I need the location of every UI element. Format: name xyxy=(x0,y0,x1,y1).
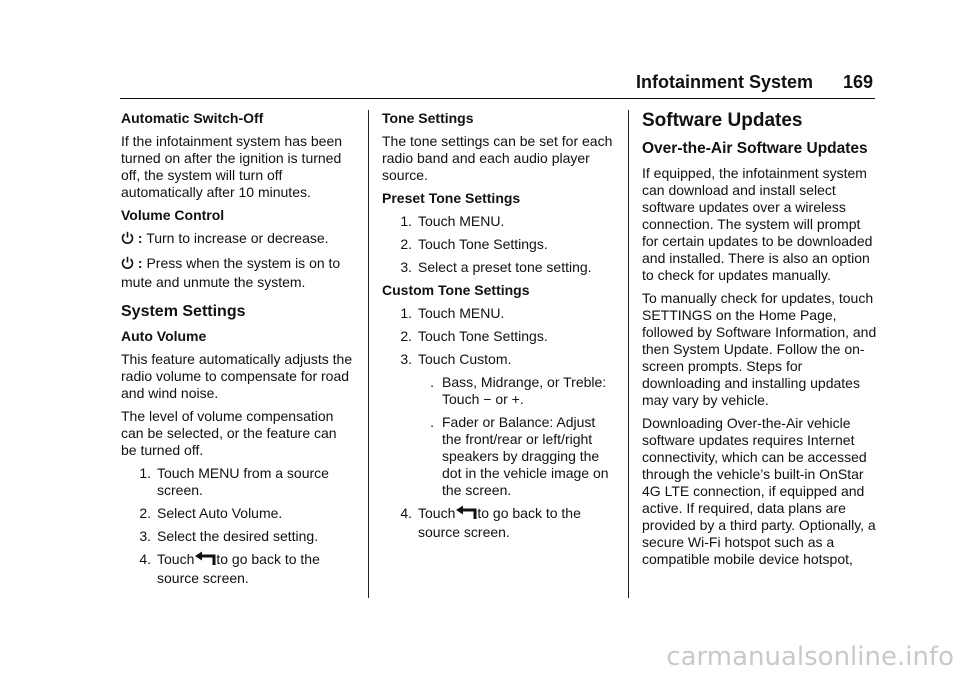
list-item xyxy=(121,528,356,545)
auto-volume-text-2: The level of volume compensation can be selected, or the feature can be turned off. xyxy=(121,408,337,458)
power-press-label: : xyxy=(137,255,143,271)
power-icon xyxy=(121,231,134,249)
list-item xyxy=(382,351,617,368)
watermark: carmanualsonline.info xyxy=(666,642,954,672)
bullet-text: Fader or Balance: Adjust the front/rear or left/right speakers by dragging the dot in the vehicle image on the screen. xyxy=(442,414,609,498)
step-number: 1. xyxy=(400,213,412,229)
column-2 xyxy=(382,110,617,547)
list-item xyxy=(382,505,617,541)
power-turn-row xyxy=(121,230,356,249)
column-divider-1 xyxy=(368,110,369,598)
list-item xyxy=(382,259,617,276)
bullet-text: Bass, Midrange, or Treble: Touch − or +. xyxy=(442,374,607,407)
system-settings-heading: System Settings xyxy=(121,303,246,320)
list-item xyxy=(382,213,617,230)
step-text-post: to go back to the source screen. xyxy=(418,505,581,540)
custom-tone-steps xyxy=(382,305,617,368)
column-1 xyxy=(121,110,356,593)
power-turn-text: Turn to increase or decrease. xyxy=(146,230,329,246)
custom-tone-heading: Custom Tone Settings xyxy=(382,282,530,298)
ota-paragraph-3: Downloading Over-the-Air vehicle software updates requires Internet connectivity, which can be accessed through the vehicle’s built-in OnStar 4G LTE connection, if equipped and active. If required, data plans are provided by a third party. Optionally, a secure Wi-Fi hotspot such as a compatible mobile device hotspot, xyxy=(642,415,876,567)
step-text: Select a preset tone setting. xyxy=(418,259,592,275)
auto-volume-heading: Auto Volume xyxy=(121,328,207,344)
step-text: Touch MENU. xyxy=(418,305,505,321)
list-item xyxy=(382,236,617,253)
step-text: Touch MENU. xyxy=(418,213,505,229)
step-number: 1. xyxy=(139,465,151,481)
list-item xyxy=(382,328,617,345)
column-divider-2 xyxy=(628,110,629,598)
power-icon xyxy=(121,256,134,274)
list-item xyxy=(121,505,356,522)
auto-volume-text-1: This feature automatically adjusts the radio volume to compensate for road and wind noise. xyxy=(121,351,353,401)
step-number: 3. xyxy=(400,351,412,367)
bullet: . xyxy=(430,374,434,390)
list-item xyxy=(382,305,617,322)
auto-volume-steps xyxy=(121,465,356,587)
step-number: 3. xyxy=(139,528,151,544)
software-updates-heading: Software Updates xyxy=(642,110,803,131)
bullet: . xyxy=(430,414,434,430)
ota-paragraph-1: If equipped, the infotainment system can download and install select software updates over a wireless connection. The system will prompt for certain updates to be downloaded and installed. There is also an option to check for updates manually. xyxy=(642,165,873,283)
section-title: Infotainment System xyxy=(635,72,813,92)
ota-updates-heading: Over-the-Air Software Updates xyxy=(642,140,868,157)
preset-tone-heading: Preset Tone Settings xyxy=(382,190,521,206)
custom-tone-bullets xyxy=(382,374,617,499)
column-3 xyxy=(642,110,878,574)
list-item xyxy=(121,465,356,499)
step-text-pre: Touch xyxy=(157,551,195,567)
step-text xyxy=(157,551,356,587)
page-header xyxy=(120,68,875,99)
step-number: 3. xyxy=(400,259,412,275)
power-press-text: Press when the system is on to mute and unmute the system. xyxy=(121,255,341,290)
step-text: Select Auto Volume. xyxy=(157,505,283,521)
list-item xyxy=(121,551,356,587)
list-item xyxy=(414,414,617,499)
list-item xyxy=(414,374,617,408)
power-turn-label: : xyxy=(137,230,143,246)
step-text-post: to go back to the source screen. xyxy=(157,551,320,586)
volume-control-heading: Volume Control xyxy=(121,207,225,223)
step-number: 1. xyxy=(400,305,412,321)
page-number: 169 xyxy=(842,72,873,92)
step-text-pre: Touch xyxy=(418,505,456,521)
ota-paragraph-2: To manually check for updates, touch SETTINGS on the Home Page, followed by Software Information, and then System Update. Follow the on-screen prompts. Steps for downloading and installing updates may vary by vehicle. xyxy=(642,290,877,408)
step-number: 2. xyxy=(400,328,412,344)
custom-tone-steps-cont xyxy=(382,505,617,541)
step-text xyxy=(418,505,617,541)
preset-tone-steps xyxy=(382,213,617,276)
step-number: 2. xyxy=(400,236,412,252)
step-number: 2. xyxy=(139,505,151,521)
tone-settings-text: The tone settings can be set for each radio band and each audio player source. xyxy=(382,133,613,183)
step-text: Touch Tone Settings. xyxy=(418,236,548,252)
step-text: Touch Tone Settings. xyxy=(418,328,548,344)
step-number: 4. xyxy=(139,551,151,567)
step-text: Touch MENU from a source screen. xyxy=(157,465,329,498)
auto-switch-off-heading: Automatic Switch-Off xyxy=(121,110,264,126)
back-arrow-icon xyxy=(194,551,216,570)
tone-settings-heading: Tone Settings xyxy=(382,110,474,126)
step-text: Touch Custom. xyxy=(418,351,512,367)
power-press-row xyxy=(121,255,356,291)
step-number: 4. xyxy=(400,505,412,521)
back-arrow-icon xyxy=(455,505,477,524)
auto-switch-off-text: If the infotainment system has been turned on after the ignition is turned off, the system will turn off automatically after 10 minutes. xyxy=(121,133,343,200)
step-text: Select the desired setting. xyxy=(157,528,319,544)
